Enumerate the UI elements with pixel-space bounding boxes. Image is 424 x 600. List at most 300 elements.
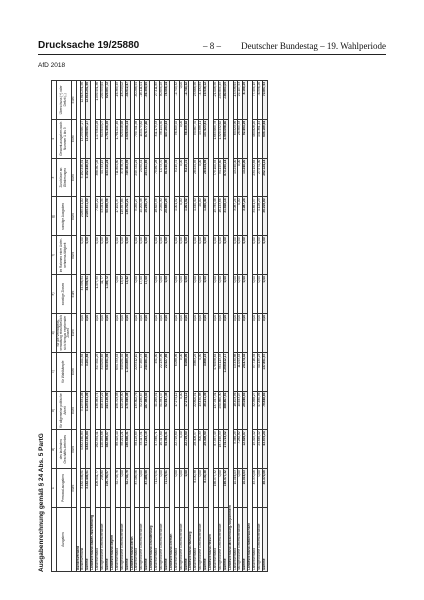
row-value: 0,00: [86, 236, 91, 275]
column-number: f): [52, 236, 57, 275]
row-value: 19.538,12: [204, 81, 209, 120]
row-value: 0,00: [258, 275, 263, 314]
row-value: 1.460,40: [204, 197, 209, 236]
row-value: 107.923,81: [204, 119, 209, 158]
row-value: 234.152,84: [253, 158, 258, 197]
row-value: 0,00: [101, 313, 106, 352]
row-value: 79.848,83: [263, 391, 268, 430]
row-value: 187.983,43: [145, 391, 150, 430]
row-value: 29.308,90: [204, 430, 209, 469]
row-value: 24.474,32: [243, 352, 248, 391]
row-value: 0,00: [81, 313, 86, 352]
row-value: 0,00: [81, 236, 86, 275]
row-value: 51.381,47: [159, 391, 164, 430]
row-value: 0,00: [233, 236, 238, 275]
table-row: [263, 81, 268, 572]
row-value: 11,77: [101, 275, 106, 314]
row-value: 825.048,68: [120, 119, 125, 158]
row-value: 13.240,00: [243, 158, 248, 197]
row-value: 13.430,88: [199, 391, 204, 430]
row-label: Landesverband: [115, 508, 120, 572]
row-value: 0,00: [243, 313, 248, 352]
row-value: 223.512,10: [135, 352, 140, 391]
row-value: 3.087,24: [243, 197, 248, 236]
row-value: 0,00: [204, 275, 209, 314]
row-value: 20.880,25: [164, 197, 169, 236]
row-value: 15.784,48: [213, 197, 218, 236]
row-value: 711.804,80: [115, 158, 120, 197]
row-label: Landesverband: [213, 508, 218, 572]
row-value: 7.282,82: [238, 430, 243, 469]
row-value: 47.480,56: [258, 391, 263, 430]
row-value: 654.793,44: [115, 352, 120, 391]
row-value: 630.551,94: [106, 352, 111, 391]
row-value: 0,00: [86, 313, 91, 352]
header-row-labels: [56, 81, 71, 572]
row-value: 463.828,20: [253, 119, 258, 158]
row-value: -16.111,01: [140, 81, 145, 120]
row-value: 0,00: [120, 469, 125, 508]
row-value: 18.403,56: [233, 391, 238, 430]
row-value: 0,00: [174, 313, 179, 352]
row-value: 274.723,02: [223, 430, 228, 469]
row-value: 829.897,72: [106, 81, 111, 120]
row-value: 311.179,33: [155, 119, 160, 158]
row-value: 43.975,24: [263, 430, 268, 469]
row-value: 37.878,79: [120, 158, 125, 197]
row-value: 15.250,75: [145, 197, 150, 236]
row-value: 187.165,53: [218, 430, 223, 469]
row-value: 2.606.066,14: [125, 119, 130, 158]
row-value: 1.665.665,78: [213, 119, 218, 158]
row-value: 1.177,95: [96, 275, 101, 314]
row-value: 0,00: [184, 236, 189, 275]
row-label: Bundesverband: [81, 508, 86, 572]
row-value: 779.100,54: [213, 158, 218, 197]
row-value: 13.299.667,27: [81, 119, 86, 158]
row-value: 749.683,59: [125, 158, 130, 197]
row-value: 137.851,57: [263, 352, 268, 391]
row-value: 0,00: [164, 275, 169, 314]
row-value: 249.721,24: [135, 158, 140, 197]
column-unit: Euro: [71, 469, 76, 508]
row-value: 58.125,65: [135, 430, 140, 469]
row-label: Summe: [263, 508, 268, 572]
row-label: Summe: [86, 508, 91, 572]
row-value: 1.791.456,35: [106, 119, 111, 158]
row-value: 0,00: [174, 236, 179, 275]
report-subtitle: AfD 2018: [38, 62, 66, 69]
column-number: c): [52, 352, 57, 391]
row-value: 0,00: [96, 236, 101, 275]
row-value: 0,00: [135, 236, 140, 275]
row-value: -6.556,26: [258, 81, 263, 120]
row-value: 0,00: [218, 469, 223, 508]
row-value: 12.629,07: [243, 430, 248, 469]
row-label: nachgeordnete Gebietsverbände: [258, 508, 263, 572]
row-value: 0,00: [120, 236, 125, 275]
row-value: 3.129.631,06: [86, 391, 91, 430]
row-value: 491,90: [155, 352, 160, 391]
section-label: Landesverband Mecklenburg-Vorpommern: [228, 81, 233, 572]
row-label: Summe: [125, 508, 130, 572]
row-value: -2.743,32: [184, 81, 189, 120]
row-value: 52.180,67: [140, 391, 145, 430]
row-label: Summe: [243, 508, 248, 572]
row-label: nachgeordnete Gebietsverbände: [179, 508, 184, 572]
row-value: 31.928,14: [223, 197, 228, 236]
row-value: 141.361,44: [258, 119, 263, 158]
row-value: 0,00: [238, 158, 243, 197]
row-value: 0,00: [253, 275, 258, 314]
row-value: 0,00: [194, 275, 199, 314]
row-value: 0,00: [218, 313, 223, 352]
row-value: 27.971,30: [258, 158, 263, 197]
column-unit: Euro: [71, 352, 76, 391]
row-value: 0,00: [96, 313, 101, 352]
row-value: 1.128,23: [258, 197, 263, 236]
row-value: 0,00: [233, 313, 238, 352]
row-value: 0,00: [125, 236, 130, 275]
row-value: 0,00: [238, 275, 243, 314]
row-value: 0,00: [223, 275, 228, 314]
row-value: 0,00: [174, 275, 179, 314]
row-value: 3.201,84: [81, 352, 86, 391]
row-value: 136.702,21: [125, 197, 130, 236]
row-value: 120.245,50: [120, 391, 125, 430]
row-value: 0,00: [125, 313, 130, 352]
row-value: 1.001,52: [184, 197, 189, 236]
row-value: 18.829,95: [155, 197, 160, 236]
row-value: 313.050,69: [101, 352, 106, 391]
row-value: 20,00: [199, 197, 204, 236]
row-value: -21.008,56: [213, 81, 218, 120]
row-value: 0,00: [135, 275, 140, 314]
row-value: 0,00: [140, 313, 145, 352]
row-value: 0,00: [258, 313, 263, 352]
row-value: 1.039.451,36: [96, 81, 101, 120]
row-value: 36.019,80: [263, 197, 268, 236]
column-header: Ausgaben: [56, 508, 71, 572]
row-value: 87.489,56: [145, 469, 150, 508]
row-value: 3.182.446,51: [86, 158, 91, 197]
row-value: 0,00: [179, 391, 184, 430]
column-number: e): [52, 275, 57, 314]
row-value: 10.643,07: [238, 391, 243, 430]
row-value: 56.309,92: [184, 119, 189, 158]
row-value: 0,00: [213, 313, 218, 352]
row-value: 81.040,98: [164, 158, 169, 197]
row-value: 0,00: [199, 313, 204, 352]
row-value: 0,00: [238, 313, 243, 352]
row-value: 137.947,31: [213, 391, 218, 430]
row-label: nachgeordnete Gebietsverbände: [101, 508, 106, 572]
row-value: 17.274,12: [174, 391, 179, 430]
row-value: -159.854,49: [218, 81, 223, 120]
row-value: 0,00: [159, 469, 164, 508]
row-value: 41.265,91: [155, 391, 160, 430]
row-value: 317.501,25: [96, 352, 101, 391]
row-value: -18.243,02: [120, 81, 125, 120]
row-value: 28.924,59: [194, 158, 199, 197]
row-value: 96.114,30: [159, 119, 164, 158]
row-value: 0,00: [213, 236, 218, 275]
row-value: -209.553,64: [101, 81, 106, 120]
row-value: 0,00: [204, 313, 209, 352]
row-value: 33.117,51: [140, 430, 145, 469]
landscape-table-container: [38, 80, 386, 572]
row-value: 13,42: [120, 275, 125, 314]
row-value: 88.425,10: [115, 430, 120, 469]
row-value: 14.356,11: [199, 119, 204, 158]
row-value: 44.743,19: [101, 158, 106, 197]
row-value: 0,00: [258, 469, 263, 508]
row-value: 87.557,49: [213, 430, 218, 469]
row-value: 106.541,77: [96, 469, 101, 508]
table-title: Ausgabenrechnung gemäß § 24 Abs. 5 PartG: [38, 433, 45, 572]
column-number: b): [52, 391, 57, 430]
row-value: -34.612,47: [125, 81, 130, 120]
row-value: 22.729,60: [184, 430, 189, 469]
column-header: des laufenden Geschäfts-betriebes: [56, 430, 71, 469]
row-value: 12.818.291,56: [86, 81, 91, 120]
row-label: nachgeordnete Gebietsverbände: [140, 508, 145, 572]
column-number: a): [52, 430, 57, 469]
column-number: g): [52, 197, 57, 236]
row-value: 106.153,22: [101, 391, 106, 430]
column-unit: Euro: [71, 119, 76, 158]
column-header: im Rahmen einer Unter-nehmens-tätigkeit: [56, 236, 71, 275]
row-value: 0,00: [135, 313, 140, 352]
row-value: -2.743,32: [174, 81, 179, 120]
row-value: 250.860,30: [218, 391, 223, 430]
row-label: Landesverband: [174, 508, 179, 572]
row-value: 22.729,60: [174, 430, 179, 469]
column-unit: Euro: [71, 81, 76, 120]
section-label: Landesverband Bremen: [169, 81, 174, 572]
row-value: 17,00: [140, 275, 145, 314]
row-value: 251.811,65: [145, 158, 150, 197]
row-value: 4.832.160,84: [81, 430, 86, 469]
row-value: -13.938,64: [233, 81, 238, 120]
row-value: 248,80: [101, 469, 106, 508]
column-header: Zuschüsse an Gliederungen: [56, 158, 71, 197]
row-value: 0,00: [164, 313, 169, 352]
row-label: Summe: [145, 508, 150, 572]
row-value: 0,00: [253, 313, 258, 352]
row-value: 2.995.098,40: [223, 119, 228, 158]
row-value: 6.088,96: [184, 352, 189, 391]
row-value: 0,00: [159, 236, 164, 275]
row-value: 0,00: [115, 275, 120, 314]
row-value: 0,00: [174, 469, 179, 508]
row-value: 262.124,14: [263, 158, 268, 197]
row-label: nachgeordnete Gebietsverbände: [199, 508, 204, 572]
column-header: sonstige Ausgaben: [56, 197, 71, 236]
row-value: 36.231,39: [204, 391, 209, 430]
row-value: 0,00: [184, 275, 189, 314]
row-label: Summe: [164, 508, 169, 572]
row-value: 0,00: [159, 275, 164, 314]
row-value: 0,00: [115, 236, 120, 275]
row-value: 3.087,24: [233, 197, 238, 236]
section-label: Landesverband Hamburg: [189, 81, 194, 572]
row-value: 43.041,34: [101, 197, 106, 236]
row-value: 63.523,96: [233, 119, 238, 158]
row-value: 52.743,76: [125, 469, 130, 508]
row-value: 0,00: [140, 469, 145, 508]
row-value: 92.647,38: [164, 391, 169, 430]
row-value: 8.130,38: [194, 469, 199, 508]
row-value: 240.981,85: [145, 352, 150, 391]
row-value: 27.411,85: [155, 81, 160, 120]
row-value: 0,00: [145, 313, 150, 352]
row-value: 781.113,53: [218, 352, 223, 391]
section-label: Landesverband Berlin: [130, 81, 135, 572]
row-value: 388.567,05: [96, 158, 101, 197]
row-value: 186.646,31: [125, 430, 130, 469]
row-value: 34.891,57: [253, 197, 258, 236]
row-value: 0,00: [179, 275, 184, 314]
document-number: Drucksache 19/25880: [38, 40, 140, 51]
row-label: Landesverband: [155, 508, 160, 572]
row-value: 0,00: [194, 313, 199, 352]
row-value: 6.088,96: [174, 352, 179, 391]
row-value: 4,90: [199, 352, 204, 391]
row-value: 78.066,14: [164, 81, 169, 120]
row-label: nachgeordnete Gebietsverbände: [120, 508, 125, 572]
row-value: -40.288,94: [135, 81, 140, 120]
row-value: 3.182.446,51: [86, 469, 91, 508]
row-value: 44.556,51: [86, 275, 91, 314]
row-value: 0,00: [238, 469, 243, 508]
row-value: 23.668,96: [194, 81, 199, 120]
row-value: 0,00: [233, 275, 238, 314]
row-value: 4.832.160,84: [86, 430, 91, 469]
row-value: 91.243,16: [145, 430, 150, 469]
row-value: 0,00: [218, 275, 223, 314]
row-value: 449.091,92: [120, 352, 125, 391]
row-value: 1.175.813,28: [96, 119, 101, 158]
row-value: 0,00: [106, 313, 111, 352]
row-value: 1.189,72: [106, 275, 111, 314]
row-label: Landesverband: [253, 508, 258, 572]
row-value: 433.310,24: [106, 158, 111, 197]
row-value: 13.299.667,27: [86, 119, 91, 158]
row-value: 0,00: [179, 236, 184, 275]
row-label: Landesverband: [96, 508, 101, 572]
column-header: Gesamt-ausgaben nach Nummer 1 bis 3: [56, 119, 71, 158]
row-value: 0,00: [263, 313, 268, 352]
row-value: 70.897,93: [263, 81, 268, 120]
row-value: 0,00: [199, 275, 204, 314]
row-value: 407.293,63: [164, 119, 169, 158]
column-number: 1: [52, 469, 57, 508]
row-value: 97.716,34: [253, 352, 258, 391]
header-rule: [38, 54, 386, 55]
row-value: 0,00: [179, 430, 184, 469]
row-value: 0,00: [213, 275, 218, 314]
row-value: 17.104,37: [115, 197, 120, 236]
row-value: 0,00: [179, 197, 184, 236]
row-value: 0,00: [204, 236, 209, 275]
expense-table: [51, 80, 268, 572]
row-value: 44.556,51: [81, 275, 86, 314]
row-value: 759.701,58: [135, 119, 140, 158]
row-value: 5.050,27: [135, 197, 140, 236]
row-value: 1.259.812,17: [223, 352, 228, 391]
row-value: 0,00: [115, 313, 120, 352]
row-value: 900,33: [199, 430, 204, 469]
row-value: 0,00: [155, 236, 160, 275]
column-unit: Euro: [71, 275, 76, 314]
row-value: 3.868,15: [204, 352, 209, 391]
row-value: 0,00: [218, 236, 223, 275]
rotated-table-stage: [38, 80, 386, 572]
row-value: 0,00: [101, 236, 106, 275]
row-value: 0,00: [238, 197, 243, 236]
row-value: 0,00: [179, 469, 184, 508]
row-value: 71.179,51: [155, 469, 160, 508]
row-value: 16.143,66: [218, 197, 223, 236]
section-label: Bundesverband: [76, 81, 81, 572]
row-value: 47.946,71: [155, 430, 160, 469]
row-value: 382.989,07: [106, 430, 111, 469]
row-value: 3.129.631,06: [81, 391, 86, 430]
row-value: 17,00: [145, 275, 150, 314]
column-header: Überschuss (+) oder Defizit (-): [56, 81, 71, 120]
row-value: 28.969,33: [238, 119, 243, 158]
row-value: 2.090,41: [140, 158, 145, 197]
row-label: nachgeordnete Gebietsverbände: [159, 508, 164, 572]
row-value: 262.954,41: [96, 430, 101, 469]
row-value: 873.250,14: [223, 158, 228, 197]
row-value: 136.983,74: [96, 391, 101, 430]
row-value: 0,00: [194, 236, 199, 275]
row-value: 1.440,40: [194, 197, 199, 236]
row-value: 3.182.446,51: [81, 158, 86, 197]
row-value: 0,00: [253, 236, 258, 275]
row-value: 12.818.291,56: [81, 81, 86, 120]
row-value: 19.329,12: [253, 430, 258, 469]
row-value: 3.182.446,51: [81, 469, 86, 508]
row-value: 32.368,27: [253, 391, 258, 430]
row-value: 29.046,63: [243, 391, 248, 430]
row-value: 605.189,64: [263, 119, 268, 158]
row-value: 0,00: [199, 236, 204, 275]
row-value: 98.221,21: [120, 430, 125, 469]
row-value: 120.034,66: [101, 430, 106, 469]
row-value: 93.567,70: [194, 119, 199, 158]
row-value: 45.370,06: [253, 469, 258, 508]
page-header: [38, 40, 386, 54]
row-value: 0,00: [179, 81, 184, 120]
row-value: 0,00: [263, 236, 268, 275]
row-value: 77.454,19: [253, 81, 258, 120]
column-header: sonstige Zinsen: [56, 275, 71, 314]
row-value: -4.130,84: [199, 81, 204, 120]
row-label: Summe: [184, 508, 189, 572]
row-value: 0,00: [184, 469, 189, 508]
row-label: Landesverband: [135, 508, 140, 572]
row-value: 0,00: [145, 236, 150, 275]
row-value: 0,00: [223, 236, 228, 275]
row-value: 17.469,75: [140, 352, 145, 391]
row-value: 79.967,28: [155, 158, 160, 197]
row-value: 0,00: [155, 313, 160, 352]
row-label: Landesverband: [194, 508, 199, 572]
row-value: -56.399,95: [145, 81, 150, 120]
